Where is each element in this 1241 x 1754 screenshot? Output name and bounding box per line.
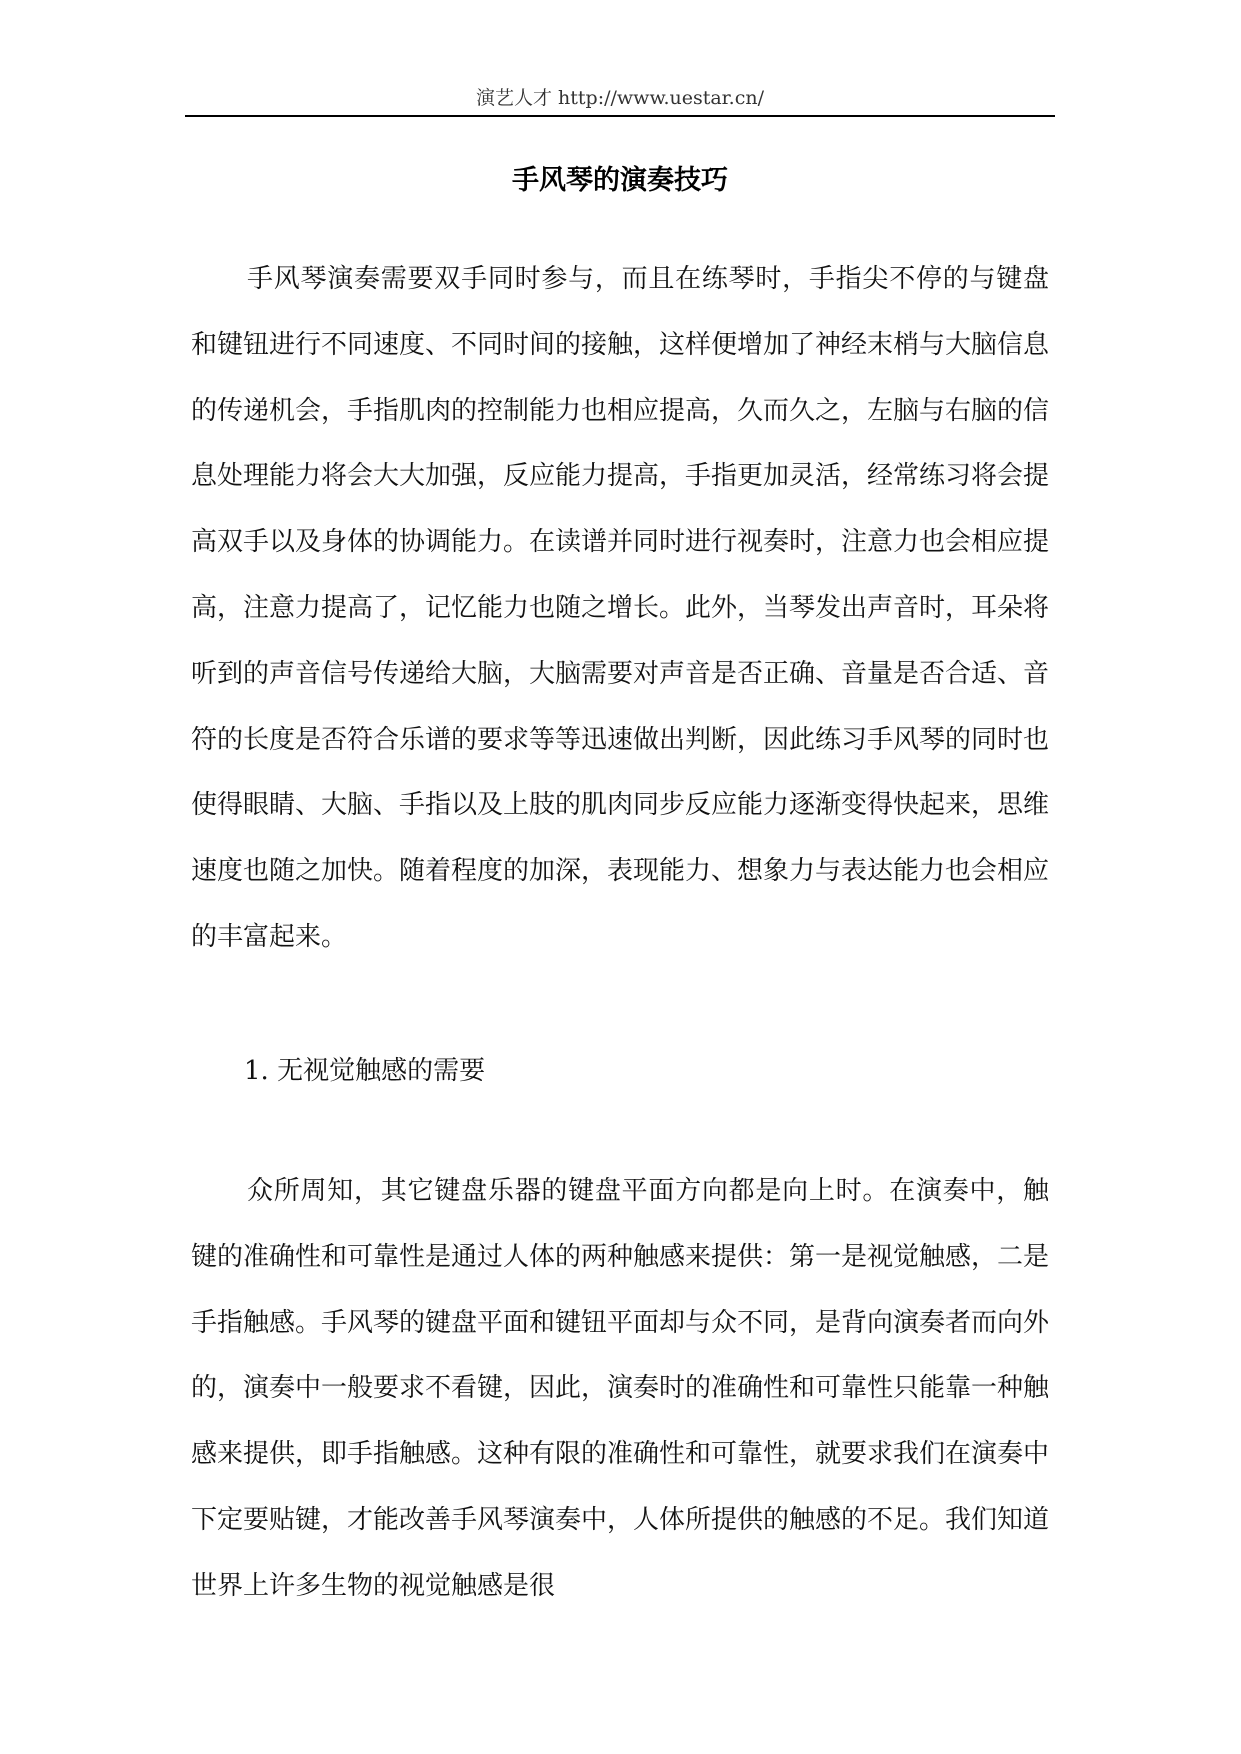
- page-header: 演艺人才 http://www.uestar.cn/: [476, 87, 764, 109]
- header-divider: [185, 115, 1055, 117]
- body-paragraph-2: 众所周知，其它键盘乐器的键盘平面方向都是向上时。在演奏中，触键的准确性和可靠性是通过人体的两种触感来提供：第一是视觉触感，二是手指触感。手风琴的键盘平面和键钮平面却与众不同，是背向演奏者而向外的，演奏中一般要求不看键，因此，演奏时的准确性和可靠性只能靠一种触感来提供，即手指触感。这种有限的准确性和可靠性，就要求我们在演奏中下定要贴键，才能改善手风琴演奏中，人体所提供的触感的不足。我们知道世界上许多生物的视觉触感是很: [191, 1176, 1050, 1601]
- section-heading: 1. 无视觉触感的需要: [244, 1056, 486, 1086]
- body-paragraph-1: 手风琴演奏需要双手同时参与，而且在练琴时，手指尖不停的与键盘和键钮进行不同速度、不同时间的接触，这样便增加了神经末梢与大脑信息的传递机会，手指肌肉的控制能力也相应提高，久而久之，左脑与右脑的信息处理能力将会大大加强，反应能力提高，手指更加灵活，经常练习将会提高双手以及身体的协调能力。在读谱并同时进行视奏时，注意力也会相应提高，注意力提高了，记忆能力也随之增长。此外，当琴发出声音时，耳朵将听到的声音信号传递给大脑，大脑需要对声音是否正确、音量是否合适、音符的长度是否符合乐谱的要求等等迅速做出判断，因此练习手风琴的同时也使得眼睛、大脑、手指以及上肢的肌肉同步反应能力逐渐变得快起来，思维速度也随之加快。随着程度的加深，表现能力、想象力与表达能力也会相应的丰富起来。: [191, 264, 1050, 952]
- document-title: 手风琴的演奏技巧: [512, 165, 728, 196]
